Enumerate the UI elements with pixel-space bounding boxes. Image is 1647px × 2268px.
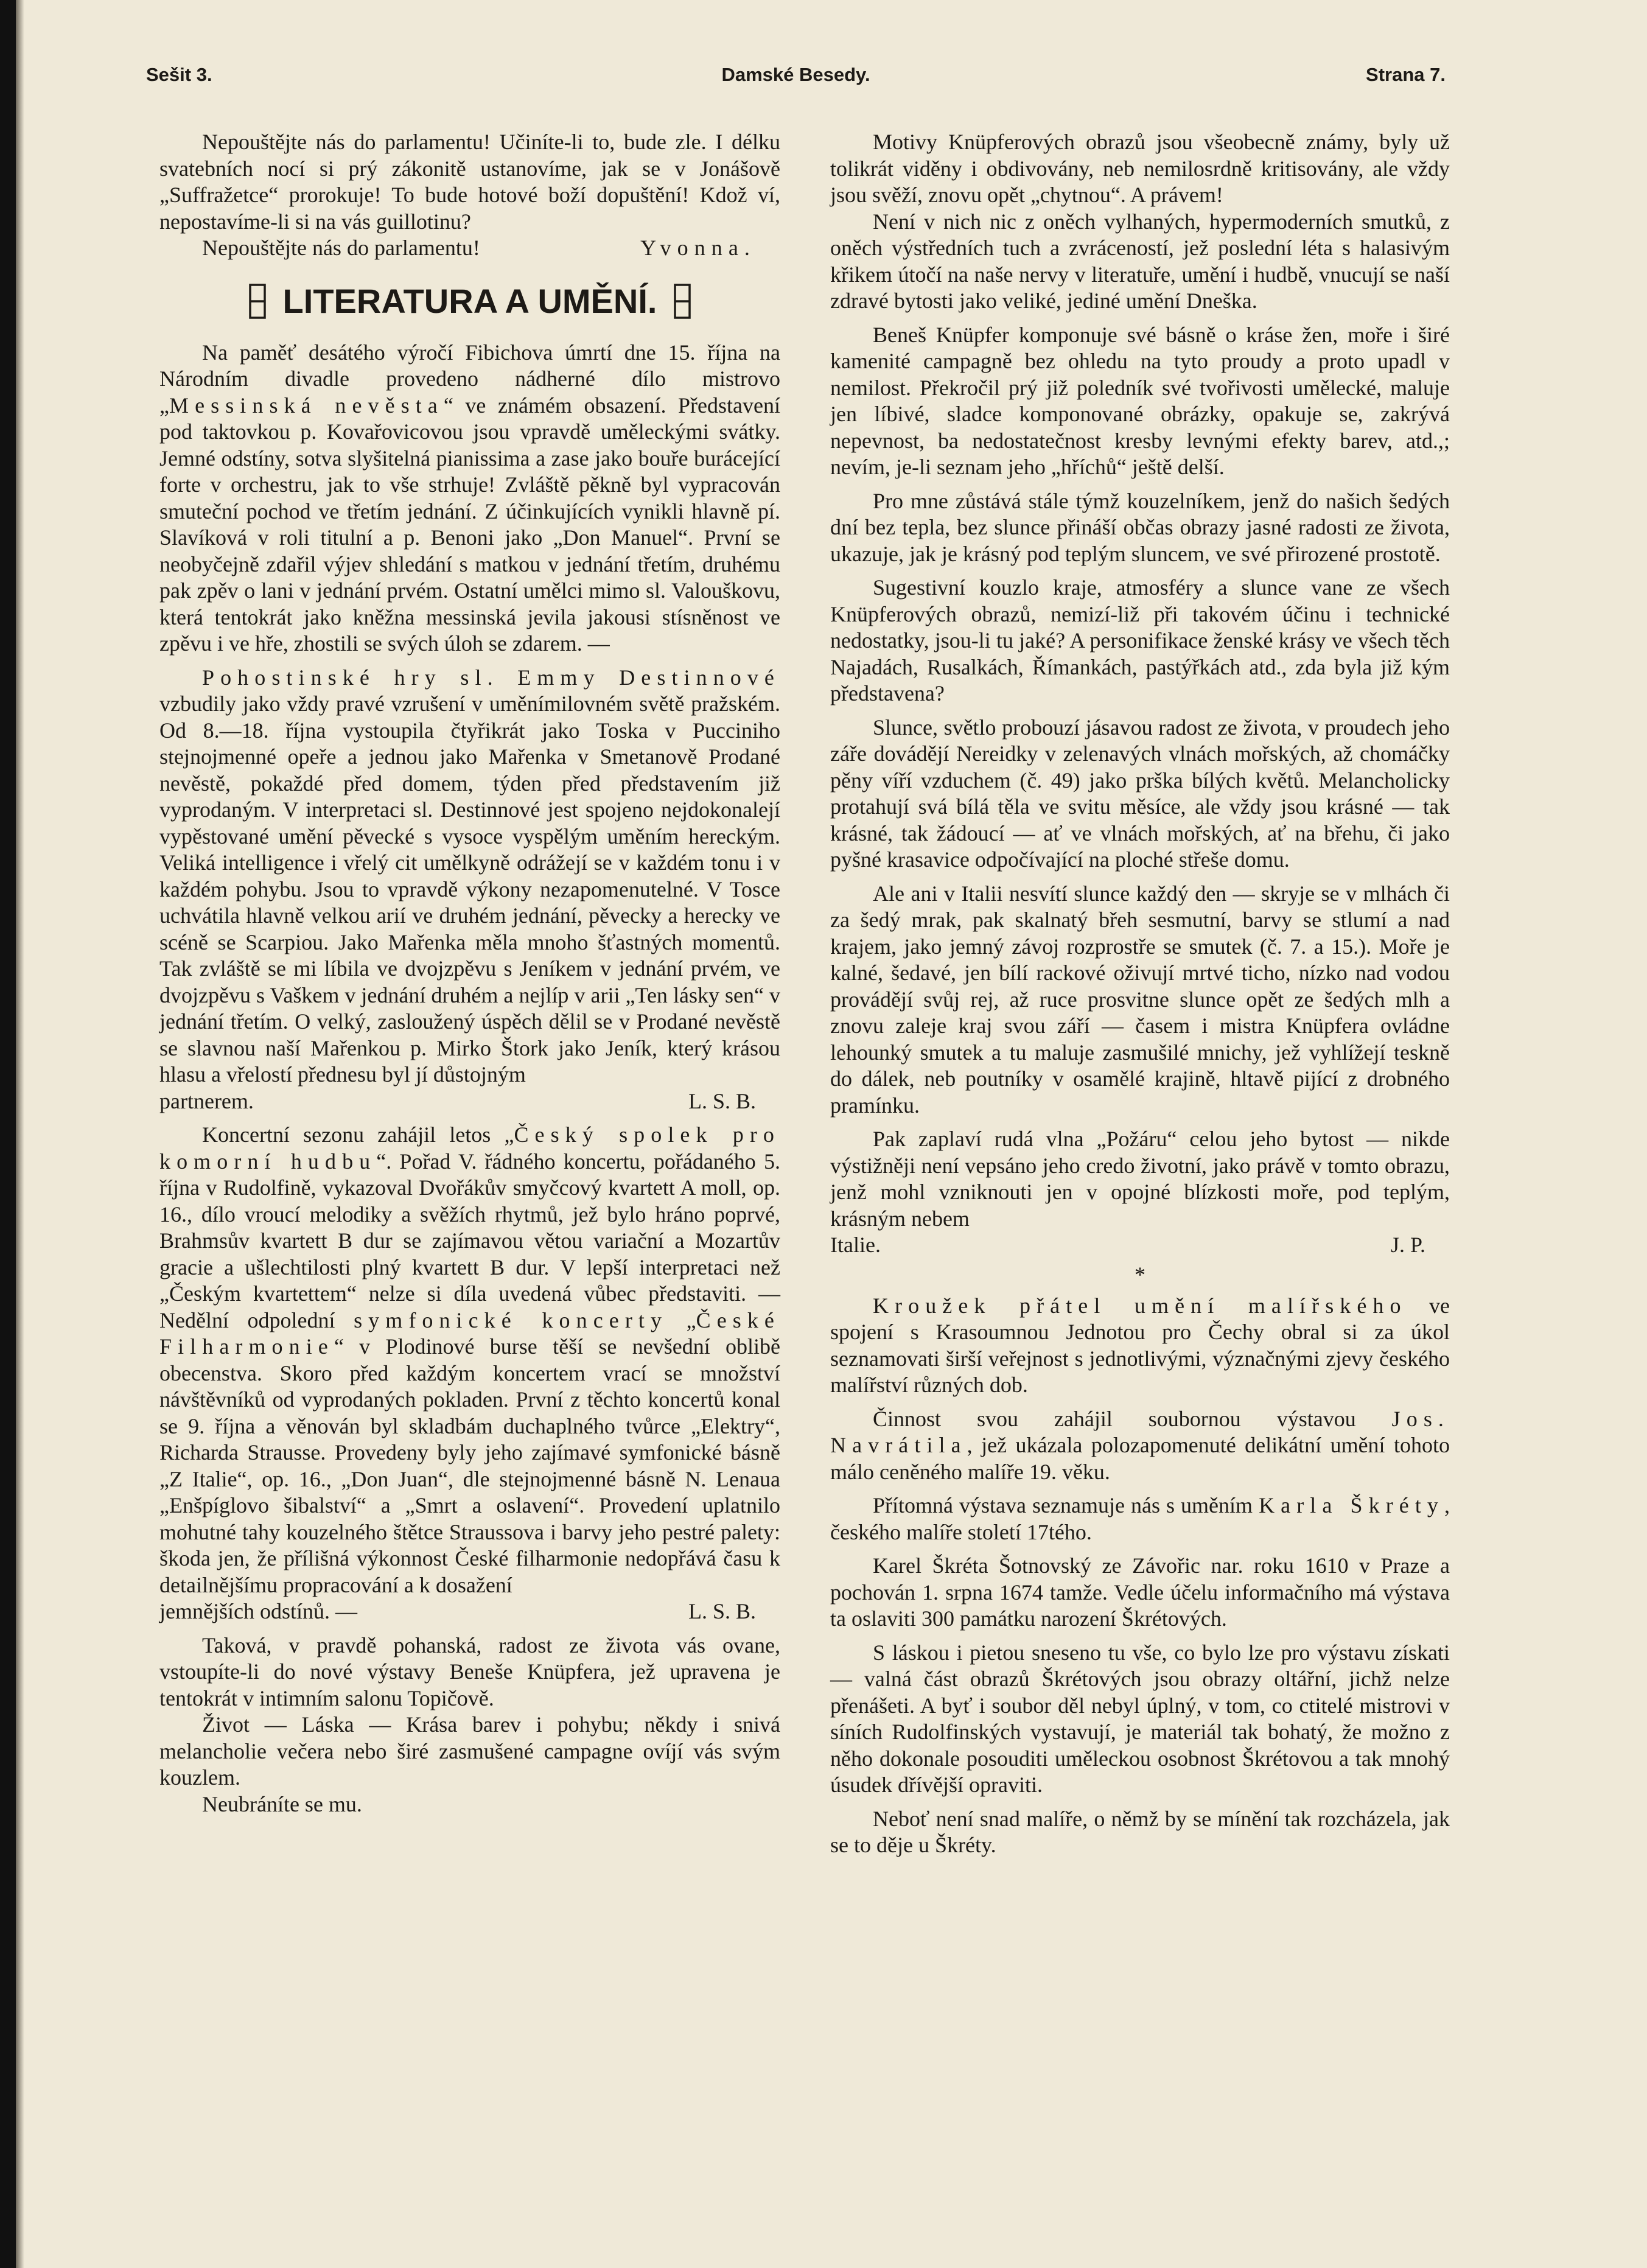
binding-shadow <box>16 0 24 2268</box>
paragraph: Není v nich nic z oněch vylhaných, hypermoderních smutků, z oněch výstředních tuch a zvráceností, jež poslední léta s halasivým křikem útočí na naše nervy v literatuře, umění i hudbě, vnucují se naší zdravé bytosti jako veliké, jediné umění Dneška. <box>830 209 1450 313</box>
text: “. Pořad V. řádného koncertu, pořádaného 5. října v Rudolfině, vykazoval Dvořákův smyčcový kvartett A moll, op. 16., dílo vroucí melodiky a svěžích rhytmů, jež bylo hráno poprvé, Brahmsův kvartett B dur se zajímavou větou variační a Mozartův gracie a ušlechtilosti plný kvartett B dur. V lepší interpretaci než „Českým kvartettem“ nelze si díla uvedená vůbec představiti. — Nedělní odpolední <box>159 1149 780 1332</box>
text: “ v Plodinové burse těší se nevšední oblibě obecenstva. Skoro před každým koncertem vrací se množství návštěvníků od vyprodaných pokladen. První z těchto koncertů konal se 9. října a věnován byl skladbám duchaplného tvůrce „Elektry“, Richarda Strausse. Provedeny byly jeho zajímavé symfonické básně „Z Italie“, op. 16., „Don Juan“, dle stejnojmenné básně N. Lenaua „Enšpíglovo šibalství“ a „Smrt a oslavení“. Provedení uplatnilo mohutné tahy kouzelného štětce Straussova i barvy jeho pestré palety: škoda jen, že přílišná výkonnost České filharmonie nedopřává času k detailnějšímu propracování a k dosažení <box>159 1334 780 1597</box>
text: Na paměť desátého výročí Fibichova úmrtí dne 15. října na Národním divadle provedeno nádherné dílo mistrovo „ <box>159 340 780 418</box>
paragraph-end <box>159 1598 780 1625</box>
heading-ornament-icon <box>674 284 691 319</box>
paragraph: S láskou i pietou sneseno tu vše, co bylo lze pro výstavu získati — valná část obrazů Škrétových jsou obrazy oltářní, jichž nelze přenášeti. A byť i soubor děl nebyl úplný, v tom, co ctitelé mistrovi v síních Rudolfinských vystavují, je materiál tak bohatý, že možno z něho dokonale posouditi uměleckou osobnost Škrétovou a tak mnohý úsudek dřívější opraviti. <box>830 1640 1450 1797</box>
painter-name: Jos. Navrátila <box>830 1406 1450 1457</box>
paragraph <box>830 1493 1450 1545</box>
paragraph: Neboť není snad malíře, o němž by se mínění tak rozcházela, jak se to děje u Škréty. <box>830 1806 1450 1857</box>
header-issue: Sešit 3. <box>146 64 212 85</box>
painter-name: Karla Škréty <box>1259 1493 1444 1517</box>
section-title: LITERATURA A UMĚNÍ. <box>282 281 657 320</box>
paragraph <box>159 340 780 657</box>
right-column <box>830 129 1450 1859</box>
text: „ <box>668 1307 696 1332</box>
concert-series: symfonické koncerty <box>354 1307 668 1332</box>
paragraph-end <box>159 1088 780 1115</box>
text: vzbudily jako vždy pravé vzrušení v uměnímilovném světě pražském. Od 8.—18. října vystoupila čtyřikrát jako Toska v Pucciniho stejnojmenné opeře a jednou jako Mařenka v Smetanově Prodané nevěstě, pokaždé před domem, týden před představením již vyprodaným. V interpretaci sl. Destinnové jest spojeno nejdokonalejí vypěstované umění pěvecké s vysoce vyspělým uměním hereckým. Veliká intelligence i vřelý cit umělkyně odrážejí se v každém tonu i v každém pohybu. Jsou to vpravdě výkony nezapomenutelné. V Tosce uchvátila hlavně velkou arií ve druhém jednání, pěvecky a herecky ve scéně se Scarpiou. Jako Mařenka měla mnoho šťastných momentů. Tak zvláště se mi líbila ve dvojzpěvu s Jeníkem v jednání prvém, ve dvojzpěvu s Vaškem v jednání druhém a nejlíp v arii „Ten lásky sen“ v jednání třetím. O velký, zasloužený úspěch dělil se v Prodané nevěstě se slavnou naší Mařenkou p. Mirko Štork jako Jeník, který krásou hlasu a vřelostí přednesu byl jí důstojným <box>159 691 780 1087</box>
paragraph: Pro mne zůstává stále týmž kouzelníkem, jenž do našich šedých dní bez tepla, bez slunce přináší občas obrazy jasné radosti ze života, ukazuje, jak je krásný pod teplým sluncem, ve své přirozené prostotě. <box>830 488 1450 566</box>
author-signature: L. S. B. <box>688 1088 756 1113</box>
binding-edge <box>0 0 16 2268</box>
paragraph: Beneš Knüpfer komponuje své básně o kráse žen, moře i širé kamenité campagně bez ohledu na tyto proudy a proto upadl v nemilost. Překročil prý již poledník své tvořivosti umělecké, maluje jen líbivé, sladce komponované obrázky, opakuje se, zakrývá nepevnost, ba nedostatečnost kresby levnými efekty barev, atd.,; nevím, je-li seznam jeho „hříchů“ ještě delší. <box>830 322 1450 479</box>
club-name: Kroužek přátel umění malířského <box>873 1293 1407 1318</box>
paragraph: Karel Škréta Šotnovský ze Závořic nar. roku 1610 v Praze a pochován 1. srpna 1674 tamže. Vedle účelu informačního má výstava ta oslaviti 300 památku narození Škrétových. <box>830 1553 1450 1631</box>
text: Činnost svou zahájil soubornou výstavou <box>873 1406 1392 1431</box>
paragraph: Sugestivní kouzlo kraje, atmosféry a slunce vane ze všech Knüpferových obrazů, nemizí-liž při takovém účinu i technické nedostatky, jsou-li tu jaké? A personifikace ženské krásy ve všech těch Najadách, Rusalkách, Římankách, pastýřkách atd., zda byla již kým představena? <box>830 575 1450 705</box>
society-name: Český spolek pro komorní hudbu <box>159 1122 780 1174</box>
text: , jež ukázala polozapomenuté delikátní umění tohoto málo ceněného malíře 19. věku. <box>830 1433 1450 1484</box>
paragraph <box>830 1293 1450 1399</box>
orchestra-name: České Filharmonie <box>159 1307 780 1359</box>
author-signature: J. P. <box>1390 1233 1425 1257</box>
paragraph <box>159 665 780 1088</box>
paragraph: Nepouštějte nás do parlamentu! Učiníte-li to, bude zle. I délku svatebních nocí si prý zákonitě ustanovíme, jak se v Jonášově „Suffražetce“ prorokuje! To bude hotové boží dopuštění! Kdož ví, nepostavíme-li si na vás guillotinu? <box>159 130 780 234</box>
section-divider-asterisk: * <box>1135 1262 1145 1287</box>
running-header <box>146 64 1446 94</box>
author-signature: L. S. B. <box>688 1599 756 1623</box>
paragraph <box>159 1122 780 1598</box>
paragraph: Pak zaplaví rudá vlna „Požáru“ celou jeho bytost — nikde výstižněji není vepsáno jeho credo životní, jako právě v tomto obrazu, jenž mohl vzniknouti jen v opojné blízkosti moře, pod teplým, krásným nebem <box>830 1127 1450 1231</box>
paragraph: Motivy Knüpferových obrazů jsou všeobecně známy, byly už tolikrát viděny i obdivovány, neb nemilosrdně kritisovány, ale vždy jsou svěží, znovu opět „chytnou“. A právem! <box>830 130 1450 207</box>
text: partnerem. <box>159 1088 254 1113</box>
opera-title: Messinská nevěsta <box>169 393 444 418</box>
paragraph: Taková, v pravdě pohanská, radost ze života vás ovane, vstoupíte-li do nové výstavy Beneše Knüpfera, jež upravena je tentokrát v intimním salonu Topičově. <box>159 1633 780 1710</box>
text: , českého malíře století 17tého. <box>830 1493 1450 1544</box>
paragraph: Slunce, světlo probouzí jásavou radost ze života, v proudech jeho záře dovádějí Nereidky v zelenavých vlnách mořských, až chomáčky pěny víří vzduchem (č. 49) jako prška bílých květů. Melancholicky protahují svá bílá těla ve svitu měsíce, ale vždy jsou krásné — tak krásné, tak žádoucí — ať ve vlnách mořských, ať na břehu, či jako pyšné krasavice odpočívající na ploché střeše domu. <box>830 715 1450 872</box>
header-magazine-title: Damské Besedy. <box>721 64 870 85</box>
text: Přítomná výstava seznamuje nás s uměním <box>873 1493 1259 1517</box>
closing-text: Nepouštějte nás do parlamentu! <box>202 236 480 260</box>
header-page-number: Strana 7. <box>1366 64 1446 85</box>
text: jemnějších odstínů. — <box>159 1599 357 1623</box>
paragraph: Neubráníte se mu. <box>202 1791 362 1816</box>
text: ve spojení s Krasoumnou Jednotou pro Čechy obral si za úkol seznamovati širší veřejnost s jednotlivými, význačnými zjevy českého malířství různých dob. <box>830 1293 1450 1397</box>
paragraph: Ale ani v Italii nesvítí slunce každý den — skryje se v mlhách či za šedý mrak, pak skalnatý břeh sesmutní, barvy se stlumí a nad krajem, jako jemný závoj rozprostře se smutek (č. 7. a 15.). Moře je kalné, šedavé, jen bílí rackové oživují mrtvé ticho, nízko nad vodou provádějí svůj rej, až ruce prosvitne slunce opět ze šedých mlh a znovu zaleje kraj svou září — časem i mistra Knüpfera ovládne lehounký smutek a tu maluje zasmušilé mnichy, jež vyhlížejí teskně do dálek, neb poutníky v osamělé krajině, hltavě pijící z drobného pramínku. <box>830 881 1450 1118</box>
closing-line <box>159 235 780 262</box>
paragraph <box>830 1406 1450 1486</box>
event-title: Pohostinské hry sl. Emmy Destinnové <box>202 665 780 690</box>
heading-ornament-icon <box>249 284 266 319</box>
paragraph: Život — Láska — Krása barev i pohybu; někdy i snivá melancholie večera nebo širé zasmušené campagne ovíjí vás svým kouzlem. <box>159 1712 780 1790</box>
section-heading <box>159 275 780 327</box>
author-signature: Yvonna. <box>640 236 756 260</box>
paragraph-end <box>830 1232 1450 1259</box>
text: Italie. <box>830 1233 881 1257</box>
text: Koncertní sezonu zahájil letos „ <box>202 1122 514 1147</box>
left-column <box>159 129 780 1818</box>
text: “ ve známém obsazení. Představení pod taktovkou p. Kovařovicovou jsou vpravdě uměleckými svátky. Jemné odstíny, sotva slyšitelná pianissima a zase jako bouře burácející forte v orchestru, jak to vše strhuje! Zvláště pěkně byl vypracován smuteční pochod ve třetím jednání. Z účinkujících vynikli hlavně pí. Slavíková v roli titulní a p. Benoni jako „Don Manuel“. První se neobyčejně zdařil výjev shledání s matkou v jednání třetím, druhému pak zpěv o lani v jednání prvém. Ostatní umělci mimo sl. Valouškovu, která tentokrát jako kněžna messinská jevila jakousi stísněnost ve zpěvu i ve hře, zhostili se svých úloh se zdarem. — <box>159 393 780 656</box>
